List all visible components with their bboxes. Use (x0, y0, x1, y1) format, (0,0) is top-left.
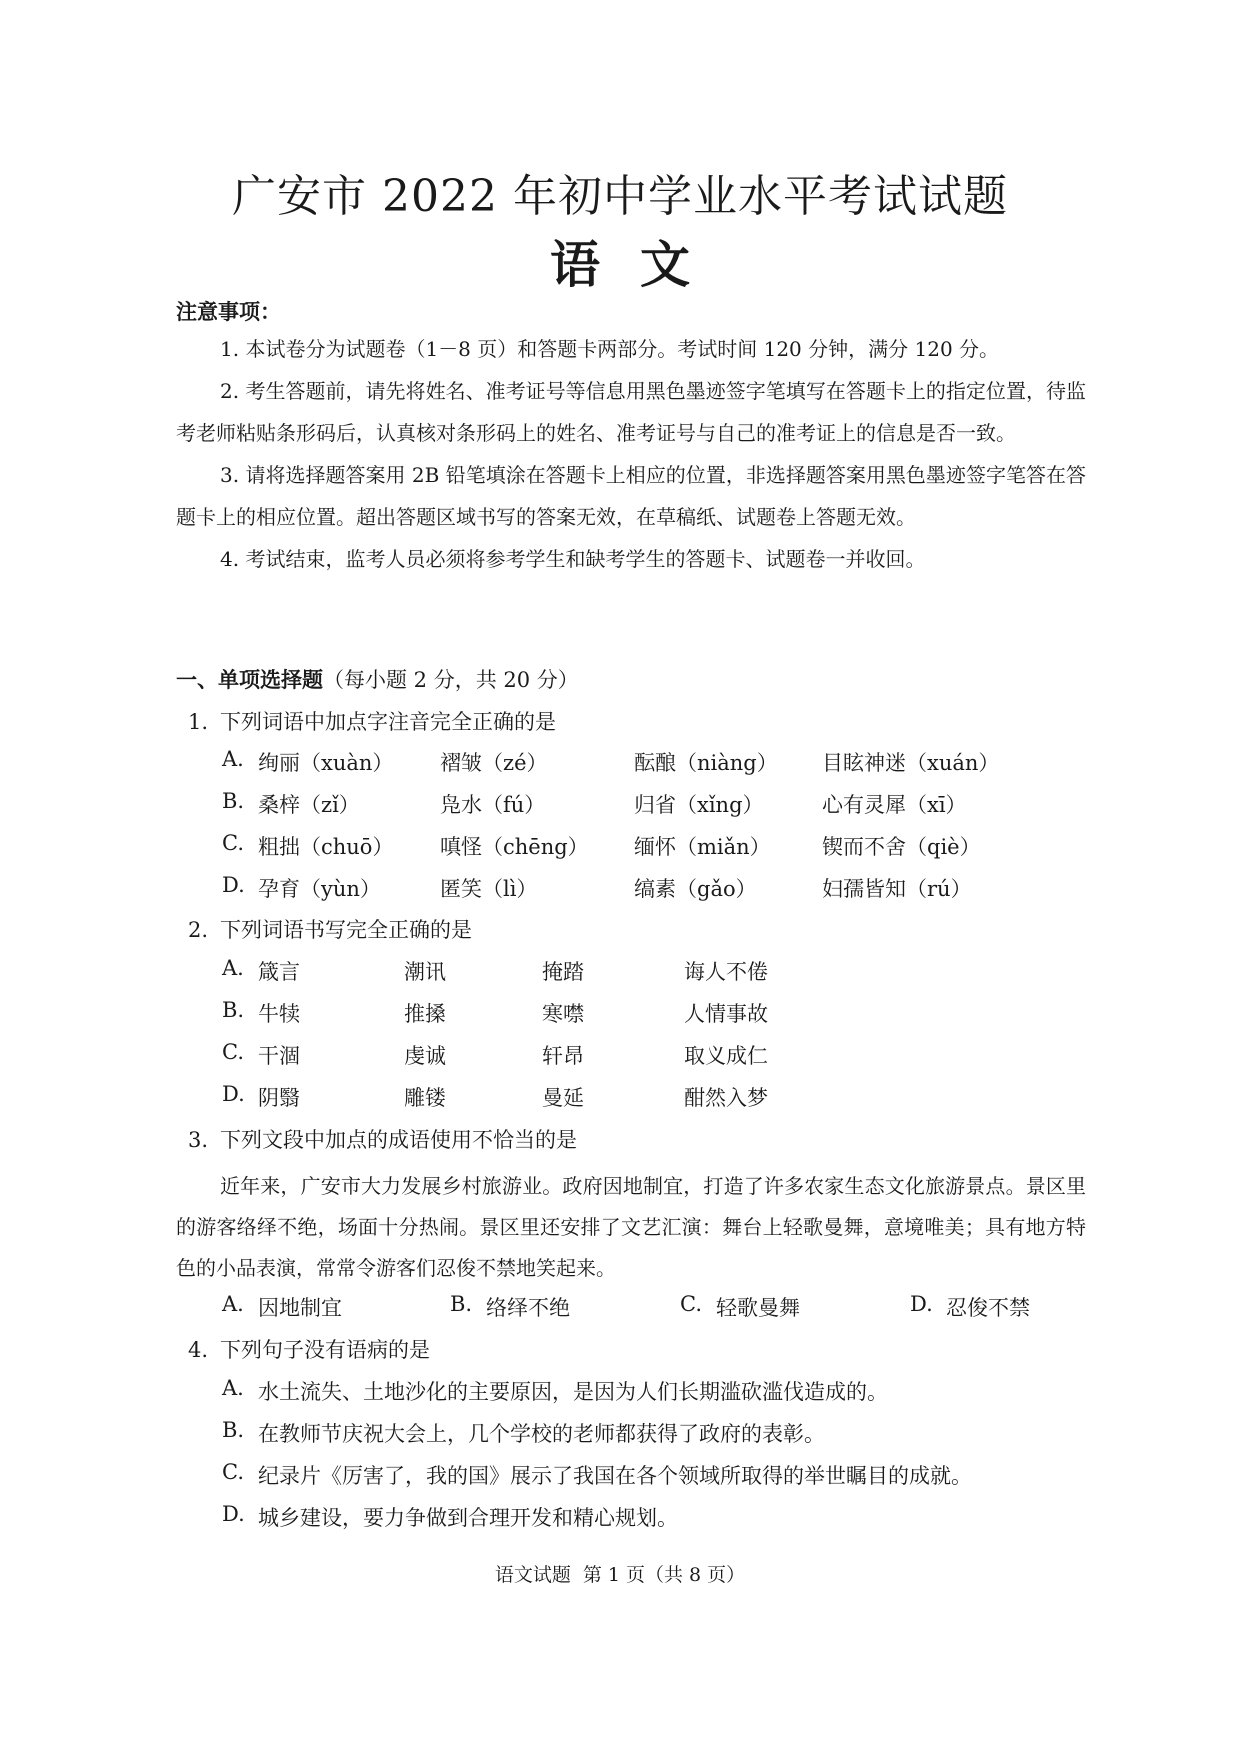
question-2-stem (188, 914, 472, 944)
option-item: 绚丽（xuàn） (258, 751, 394, 775)
option-item: 酣然入梦 (684, 1086, 768, 1110)
notice-item: 4. 考试结束，监考人员必须将参考学生和缺考学生的答题卡、试题卷一并收回。 (220, 547, 926, 571)
option-letter: A. (222, 956, 244, 980)
option-text: 纪录片《厉害了，我的国》展示了我国在各个领域所取得的举世瞩目的成就。 (258, 1464, 972, 1488)
option-letter: B. (222, 998, 245, 1022)
notice-item: 1. 本试卷分为试题卷（1－8 页）和答题卡两部分。考试时间 120 分钟，满分 120 分。 (220, 337, 1000, 361)
notice-item: 3. 请将选择题答案用 2B 铅笔填涂在答题卡上相应的位置，非选择题答案用黑色墨迹签字笔答在答题卡上的相应位置。超出答题区域书写的答案无效，在草稿纸、试题卷上答题无效。 (176, 463, 1086, 529)
option-item: 褶皱（zé） (440, 751, 548, 775)
option-letter: D. (222, 1502, 245, 1526)
option-text: 络绎不绝 (486, 1296, 570, 1320)
option-item: 酝酿（niàng） (634, 751, 778, 775)
option-letter: D. (222, 873, 245, 897)
option-letter: A. (222, 1292, 244, 1316)
footer-page-number: 第 1 页（共 8 页） (582, 1564, 746, 1586)
option-item: 阴翳 (258, 1086, 300, 1110)
option-text: 轻歌曼舞 (716, 1296, 800, 1320)
option-item: 推搡 (404, 1002, 446, 1026)
option-item: 虔诚 (404, 1044, 446, 1068)
option-item: 取义成仁 (684, 1044, 768, 1068)
exam-title: 广安市 2022 年初中学业水平考试试题 (232, 171, 1008, 222)
option-text: 在教师节庆祝大会上，几个学校的老师都获得了政府的表彰。 (258, 1422, 825, 1446)
option-text: 城乡建设，要力争做到合理开发和精心规划。 (258, 1506, 678, 1530)
option-item: 雕镂 (404, 1086, 446, 1110)
option-item: 心有灵犀（xī） (822, 793, 967, 817)
option-item: 缅怀（miǎn） (634, 835, 771, 859)
option-item: 凫水（fú） (440, 793, 546, 817)
question-text: 下列句子没有语病的是 (220, 1338, 430, 1362)
option-item: 锲而不舍（qiè） (822, 835, 981, 859)
option-item: 诲人不倦 (684, 960, 768, 984)
option-letter: C. (222, 1460, 244, 1484)
option-letter: B. (450, 1292, 473, 1316)
question-text: 下列文段中加点的成语使用不恰当的是 (220, 1128, 577, 1152)
question-3-stem (188, 1124, 577, 1154)
footer-subject: 语文试题 (494, 1564, 571, 1586)
option-item: 寒噤 (542, 1002, 584, 1026)
subject-title: 语文 (550, 235, 730, 294)
section-title: 一、单项选择题 (176, 667, 323, 692)
option-letter: C. (680, 1292, 702, 1316)
option-letter: D. (222, 1082, 245, 1106)
option-item: 粗拙（chuō） (258, 835, 394, 859)
option-letter: B. (222, 789, 245, 813)
option-text: 因地制宜 (258, 1296, 342, 1320)
option-item: 牛犊 (258, 1002, 300, 1026)
option-item: 曼延 (542, 1086, 584, 1110)
option-item: 轩昂 (542, 1044, 584, 1068)
question-1-stem (188, 706, 556, 736)
q3-passage: 近年来，广安市大力发展乡村旅游业。政府因地制宜，打造了许多农家生态文化旅游景点。景区里的游客络绎不绝，场面十分热闹。景区里还安排了文艺汇演：舞台上轻歌曼舞，意境唯美；具有地方特色的小品表演，常常令游客们忍俊不禁地笑起来。 (176, 1174, 1086, 1280)
option-item: 掩踏 (542, 960, 584, 984)
option-item: 孕育（yùn） (258, 877, 381, 901)
option-item: 缟素（gǎo） (634, 877, 757, 901)
question-number: 2. (188, 918, 209, 942)
option-item: 匿笑（lì） (440, 877, 538, 901)
option-item: 桑梓（zǐ） (258, 793, 360, 817)
question-text: 下列词语中加点字注音完全正确的是 (220, 710, 556, 734)
option-item: 归省（xǐng） (634, 793, 764, 817)
option-item: 人情事故 (684, 1002, 768, 1026)
notice-heading: 注意事项： (176, 299, 281, 324)
page-footer (0, 1560, 1240, 1587)
option-text: 水土流失、土地沙化的主要原因，是因为人们长期滥砍滥伐造成的。 (258, 1380, 888, 1404)
section-heading (176, 664, 579, 694)
option-item: 嗔怪（chēng） (440, 835, 589, 859)
option-item: 目眩神迷（xuán） (822, 751, 1000, 775)
question-number: 4. (188, 1338, 209, 1362)
option-letter: A. (222, 747, 244, 771)
question-4-stem (188, 1334, 430, 1364)
option-text: 忍俊不禁 (946, 1296, 1030, 1320)
question-number: 1. (188, 710, 209, 734)
option-item: 潮讯 (404, 960, 446, 984)
notice-list (176, 328, 1086, 580)
question-number: 3. (188, 1128, 209, 1152)
option-item: 箴言 (258, 960, 300, 984)
question-text: 下列词语书写完全正确的是 (220, 918, 472, 942)
option-letter: C. (222, 831, 244, 855)
option-letter: B. (222, 1418, 245, 1442)
option-item: 干涸 (258, 1044, 300, 1068)
option-letter: A. (222, 1376, 244, 1400)
option-item: 妇孺皆知（rú） (822, 877, 972, 901)
option-letter: C. (222, 1040, 244, 1064)
section-score-note: （每小题 2 分，共 20 分） (323, 668, 579, 692)
option-letter: D. (910, 1292, 933, 1316)
notice-item: 2. 考生答题前，请先将姓名、准考证号等信息用黑色墨迹签字笔填写在答题卡上的指定位置，待监考老师粘贴条形码后，认真核对条形码上的姓名、准考证号与自己的准考证上的信息是否一致。 (176, 379, 1086, 445)
